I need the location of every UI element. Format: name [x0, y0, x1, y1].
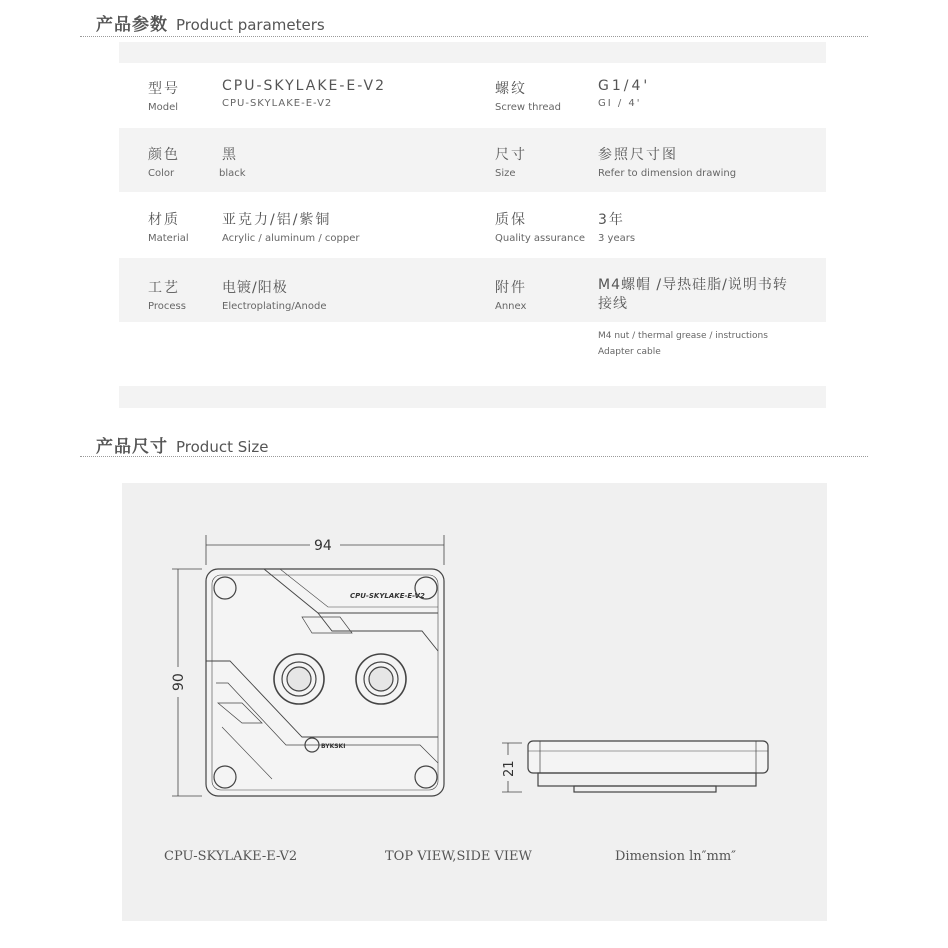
side-dimension-label: 21 — [502, 760, 517, 777]
value-cn: M4螺帽 /导热硅脂/说明书转接线 — [598, 277, 788, 312]
param-value-thread — [598, 78, 650, 109]
label-cn: 颜色 — [148, 147, 180, 163]
param-value-material — [222, 209, 359, 244]
value-en: black — [219, 168, 246, 179]
width-dimension-label: 94 — [314, 538, 332, 554]
label-cn: 螺纹 — [495, 81, 527, 97]
label-en: Material — [148, 233, 189, 244]
section-divider — [80, 456, 868, 457]
label-cn: 工艺 — [148, 280, 180, 296]
section-header-size — [96, 432, 269, 458]
param-value-size — [598, 144, 736, 179]
annex-note — [598, 328, 828, 360]
label-en: Screw thread — [495, 102, 562, 113]
block-outline — [206, 569, 444, 796]
side-base — [538, 773, 756, 786]
label-en: Annex — [495, 301, 527, 312]
section-title-en: Product Size — [176, 438, 269, 456]
value-cn: 黑 — [222, 147, 237, 163]
port-right-inner — [369, 667, 393, 691]
value-en: 3 years — [598, 233, 636, 244]
param-label-color — [148, 144, 180, 179]
logo-text: BYKSKI — [321, 743, 346, 750]
label-cn: 尺寸 — [495, 147, 527, 163]
value-cn: 3年 — [598, 212, 625, 228]
port-left-inner — [287, 667, 311, 691]
label-cn: 附件 — [495, 280, 527, 296]
param-label-material — [148, 209, 189, 244]
value-cn: 电镀/阳极 — [222, 280, 288, 296]
value-cn: 亚克力/铝/紫铜 — [222, 212, 332, 228]
label-cn: 型号 — [148, 81, 180, 97]
label-cn: 质保 — [495, 212, 527, 228]
value-cn: CPU-SKYLAKE-E-V2 — [222, 78, 386, 94]
height-dimension-label: 90 — [171, 673, 187, 691]
value-cn: G1/4' — [598, 78, 651, 94]
side-mount — [574, 786, 716, 792]
section-header-parameters — [96, 10, 325, 36]
value-cn: 参照尺寸图 — [598, 147, 678, 163]
caption-unit: Dimension ln″mm″ — [615, 849, 737, 864]
label-en: Quality assurance — [495, 233, 586, 244]
side-view — [528, 741, 768, 792]
dimension-drawing-panel — [122, 483, 827, 921]
label-en: Process — [148, 301, 186, 312]
section-title-cn: 产品参数 — [96, 15, 168, 35]
plate-model-text: CPU-SKYLAKE-E-V2 — [350, 592, 425, 600]
section-title-cn: 产品尺寸 — [96, 437, 168, 457]
parameters-table — [119, 42, 826, 408]
param-label-annex — [495, 277, 527, 312]
param-label-size — [495, 144, 527, 179]
annex-note-line-1: M4 nut / thermal grease / instructions — [598, 331, 768, 341]
section-title-en: Product parameters — [176, 16, 325, 34]
table-band — [119, 386, 826, 408]
side-top-plate — [528, 741, 768, 773]
annex-note-line-2: Adapter cable — [598, 347, 661, 357]
label-en: Size — [495, 168, 516, 179]
value-en: Acrylic / aluminum / copper — [222, 233, 360, 244]
param-label-model — [148, 78, 180, 113]
param-value-color — [219, 144, 246, 179]
param-label-process — [148, 277, 186, 312]
label-en: Model — [148, 102, 179, 113]
caption-view: TOP VIEW,SIDE VIEW — [385, 849, 532, 864]
param-value-process — [222, 277, 326, 312]
label-cn: 材质 — [148, 212, 180, 228]
param-value-annex — [598, 276, 788, 314]
value-en: CPU-SKYLAKE-E-V2 — [222, 98, 333, 109]
value-en: Electroplating/Anode — [222, 301, 327, 312]
table-band — [119, 42, 826, 63]
top-view — [206, 569, 444, 796]
param-value-warranty — [598, 209, 635, 244]
value-en: Refer to dimension drawing — [598, 168, 737, 179]
param-label-thread — [495, 78, 561, 113]
section-divider — [80, 36, 868, 37]
value-en: GI / 4' — [598, 98, 642, 109]
param-label-warranty — [495, 209, 585, 244]
param-value-model — [222, 78, 386, 109]
caption-model: CPU-SKYLAKE-E-V2 — [164, 849, 298, 864]
label-en: Color — [148, 168, 175, 179]
